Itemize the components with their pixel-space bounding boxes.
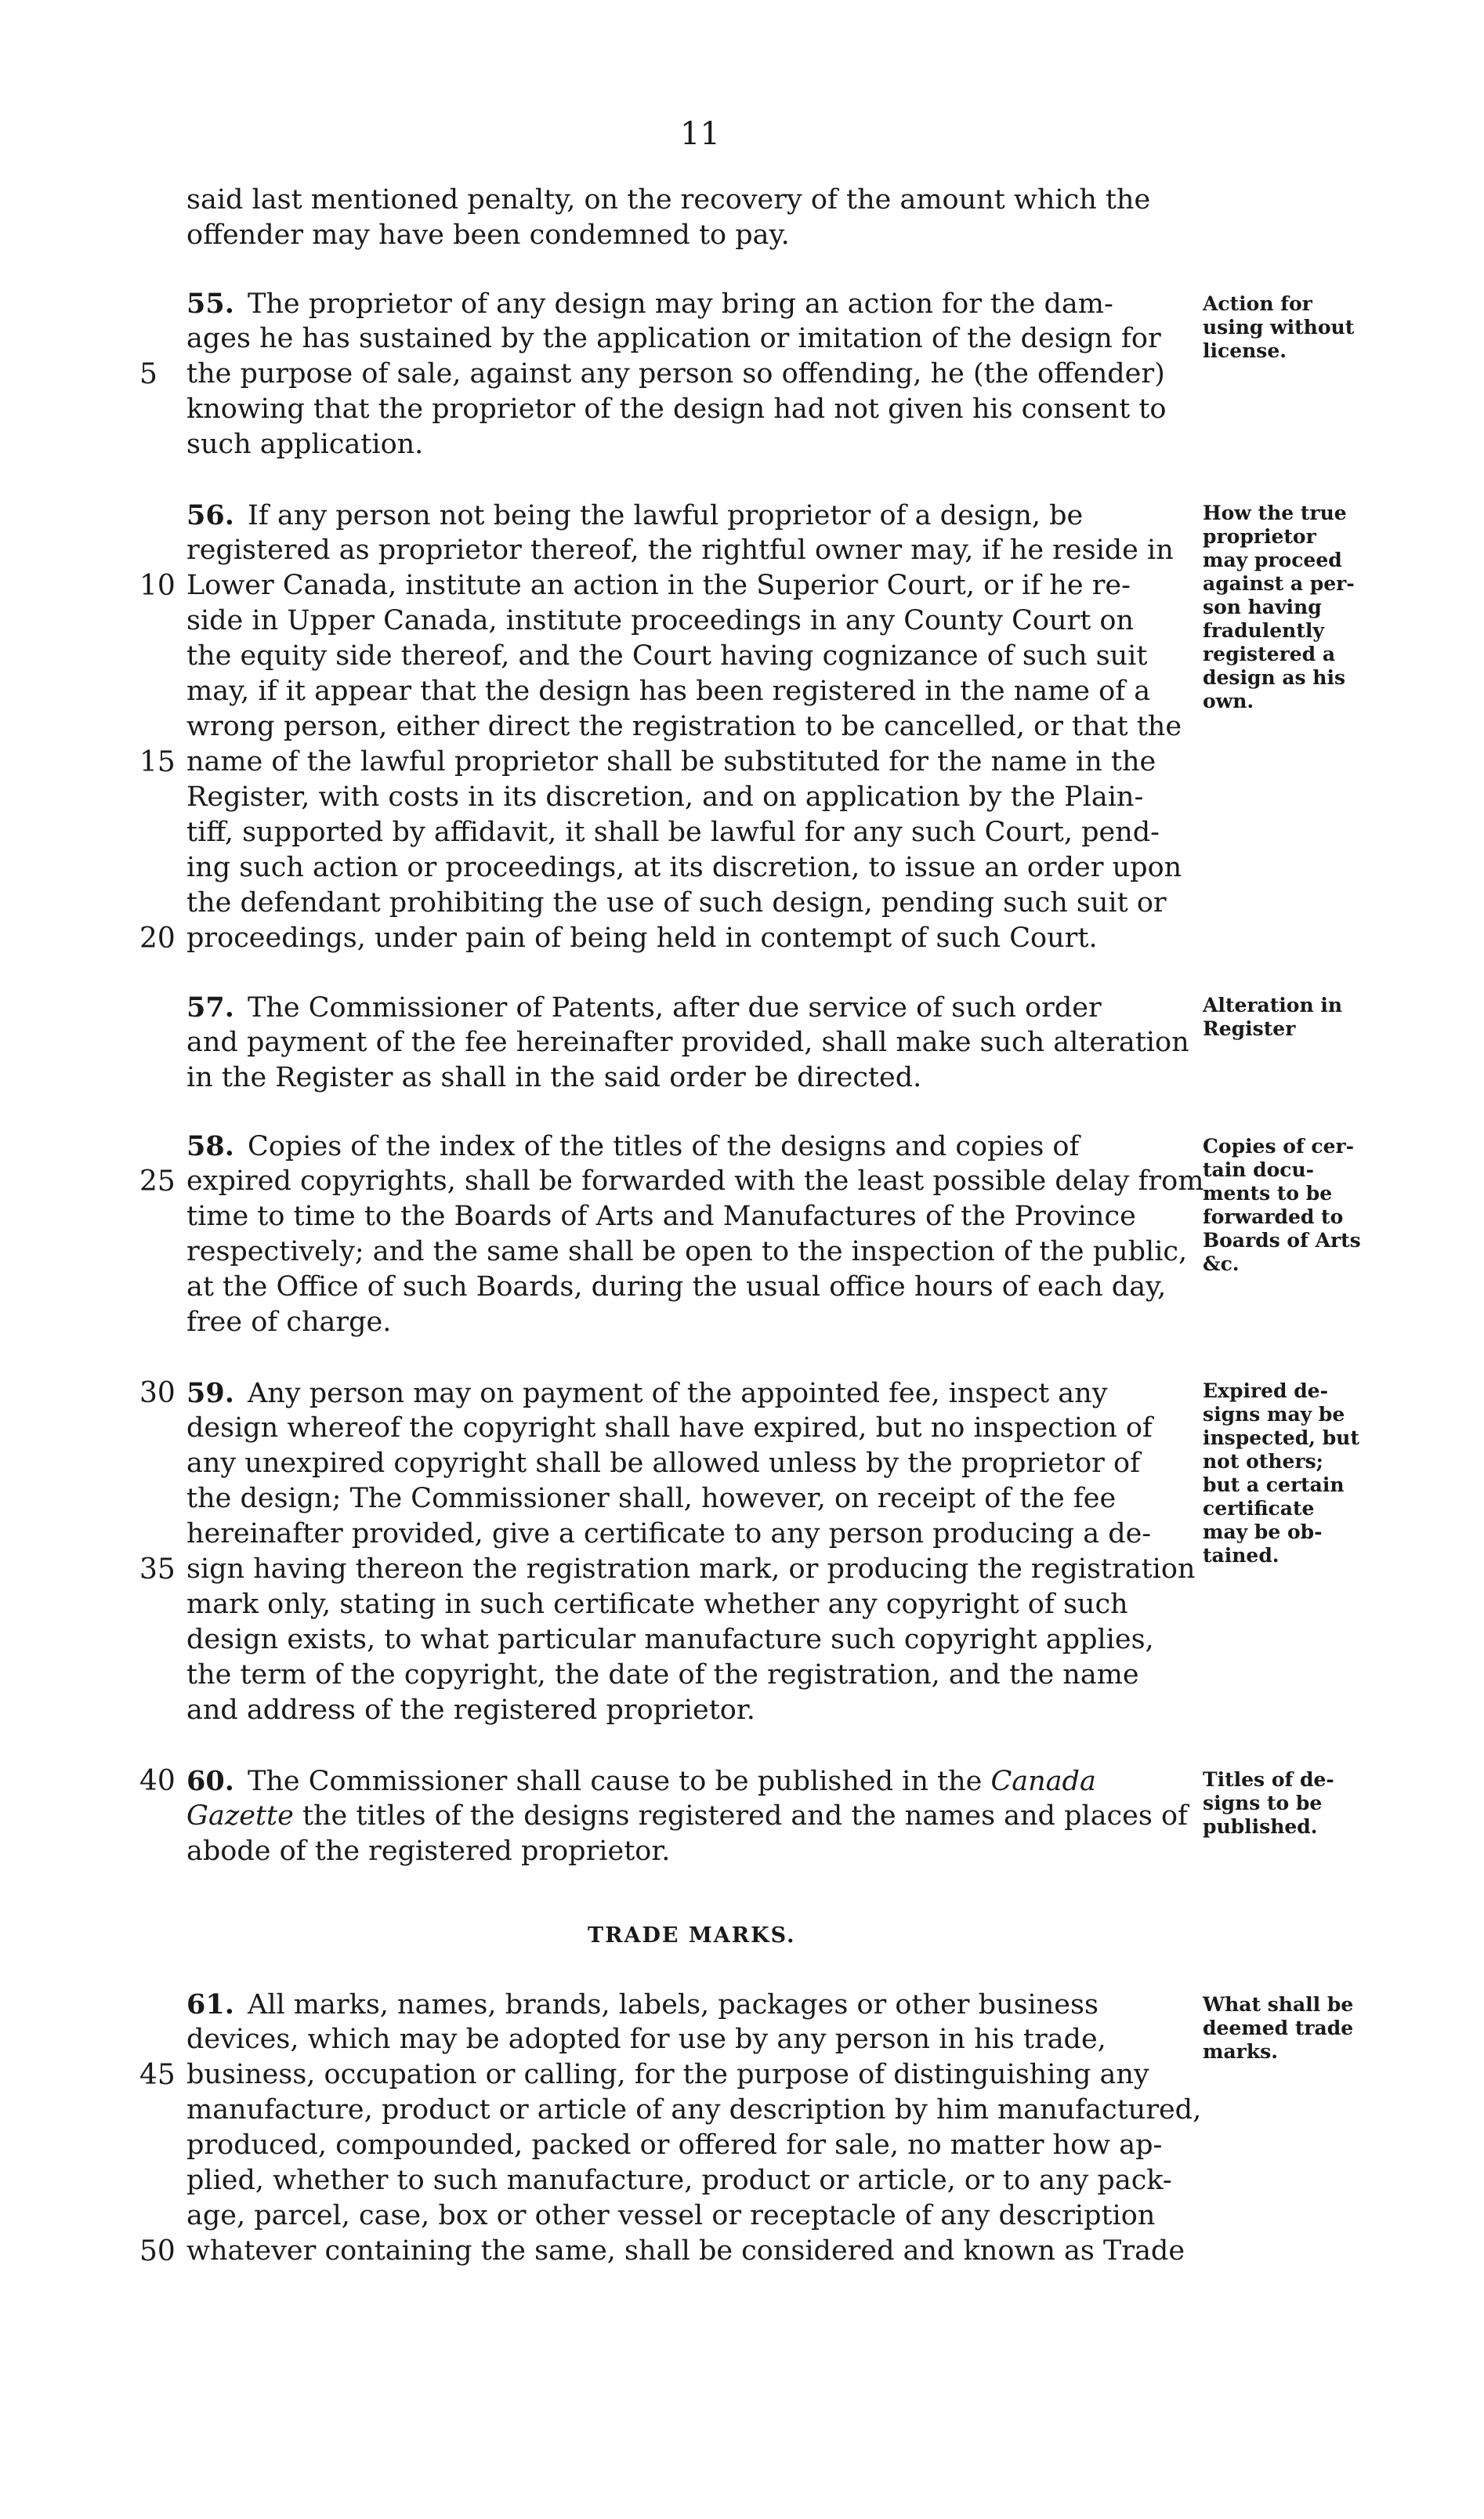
text-line: mark only, stating in such certificate whether any copyright of such <box>186 1589 1128 1620</box>
margin-note-line: deemed trade <box>1203 2017 1354 2039</box>
italic-text: Canada <box>990 1766 1096 1797</box>
text-line: registered as proprietor thereof, the rightful owner may, if he reside in <box>186 535 1174 566</box>
text-line: the term of the copyright, the date of the registration, and the name <box>186 1659 1139 1691</box>
line-number: 35 <box>139 1553 176 1586</box>
margin-note-line: Boards of Arts <box>1203 1229 1361 1252</box>
text-line: 60. The Commissioner shall cause to be published in the Canada <box>186 1765 1096 1797</box>
margin-note-line: Action for <box>1203 292 1312 315</box>
text-line: may, if it appear that the design has been registered in the name of a <box>186 676 1151 707</box>
line-number: 5 <box>139 358 157 390</box>
text-line: expired copyrights, shall be forwarded with the least possible delay from <box>186 1165 1204 1197</box>
margin-note-line: Register <box>1203 1017 1296 1040</box>
section-number: 55. <box>186 288 234 320</box>
text-line: 59. Any person may on payment of the appointed fee, inspect any <box>186 1377 1108 1409</box>
text-line: name of the lawful proprietor shall be substituted for the name in the <box>186 746 1156 777</box>
margin-note-line: proprietor <box>1203 525 1316 548</box>
margin-note-line: published. <box>1203 1815 1318 1838</box>
margin-note-line: &c. <box>1203 1252 1240 1275</box>
page-number: 11 <box>680 116 720 152</box>
text-line: design exists, to what particular manufacture such copyright applies, <box>186 1624 1154 1655</box>
margin-note-line: may be ob- <box>1203 1520 1323 1543</box>
margin-note-line: using without <box>1203 316 1355 339</box>
line-number: 45 <box>139 2059 176 2091</box>
line-number: 50 <box>139 2235 176 2267</box>
line-number: 40 <box>139 1765 176 1797</box>
text-line: abode of the registered proprietor. <box>186 1836 671 1867</box>
margin-note-line: marks. <box>1203 2040 1278 2063</box>
margin-note-line: may proceed <box>1203 549 1342 571</box>
text-line: such application. <box>186 429 424 460</box>
text-line: sign having thereon the registration mark, or producing the registration <box>186 1553 1196 1585</box>
margin-note-line: What shall be <box>1203 1993 1354 2016</box>
text-line: side in Upper Canada, institute proceedings in any County Court on <box>186 605 1135 636</box>
section-heading-trade-marks: TRADE MARKS. <box>588 1923 796 1948</box>
section-number: 57. <box>186 991 234 1024</box>
margin-note-line: against a per- <box>1203 572 1355 595</box>
text-line: offender may have been condemned to pay. <box>186 219 790 251</box>
text-line: 57. The Commissioner of Patents, after due service of such order <box>186 991 1102 1024</box>
text-line: hereinafter provided, give a certificate to any person producing a de- <box>186 1518 1152 1549</box>
text-line: manufacture, product or article of any description by him manufactured, <box>186 2094 1202 2126</box>
margin-note-line: certificate <box>1203 1497 1315 1520</box>
text-line: knowing that the proprietor of the design had not given his consent to <box>186 393 1167 425</box>
text-line: time to time to the Boards of Arts and Manufactures of the Province <box>186 1201 1136 1232</box>
text-line: design whereof the copyright shall have expired, but no inspection of <box>186 1412 1153 1444</box>
text-line: ing such action or proceedings, at its discretion, to issue an order upon <box>186 852 1182 883</box>
margin-note-line: tained. <box>1203 1544 1279 1567</box>
text-line: 56. If any person not being the lawful proprietor of a design, be <box>186 499 1084 531</box>
line-number: 10 <box>139 570 176 602</box>
text-line: tiff, supported by affidavit, it shall be lawful for any such Court, pend- <box>186 817 1160 848</box>
margin-note-line: registered a <box>1203 643 1336 665</box>
text-line: respectively; and the same shall be open to the inspection of the public, <box>186 1236 1188 1267</box>
italic-text: Gazette <box>186 1800 294 1832</box>
margin-note-line: forwarded to <box>1203 1205 1344 1228</box>
margin-note-line: license. <box>1203 339 1287 362</box>
text-line: business, occupation or calling, for the purpose of distinguishing any <box>186 2059 1149 2090</box>
text-line: Lower Canada, institute an action in the Superior Court, or if he re- <box>186 570 1131 601</box>
margin-note-line: signs may be <box>1203 1403 1345 1426</box>
margin-note-line: Titles of de- <box>1203 1768 1334 1791</box>
text-line: and address of the registered proprietor. <box>186 1694 755 1726</box>
margin-note-line: Copies of cer- <box>1203 1135 1355 1158</box>
margin-note-line: inspected, but <box>1203 1426 1359 1449</box>
margin-note-line: design as his <box>1203 666 1346 689</box>
margin-note-line: Alteration in <box>1203 994 1342 1017</box>
section-number: 60. <box>186 1765 234 1797</box>
text-line: the equity side thereof, and the Court having cognizance of such suit <box>186 640 1148 672</box>
text-line: age, parcel, case, box or other vessel or receptacle of any description <box>186 2200 1156 2231</box>
text-line: 58. Copies of the index of the titles of the designs and copies of <box>186 1130 1080 1162</box>
text-line: devices, which may be adopted for use by any person in his trade, <box>186 2024 1106 2055</box>
text-line: said last mentioned penalty, on the recovery of the amount which the <box>186 184 1151 216</box>
text-line: free of charge. <box>186 1307 392 1338</box>
text-line: and payment of the fee hereinafter provided, shall make such alteration <box>186 1027 1189 1058</box>
text-line: the defendant prohibiting the use of such design, pending such suit or <box>186 887 1167 919</box>
text-line: wrong person, either direct the registration to be cancelled, or that the <box>186 711 1182 742</box>
margin-note-line: fradulently <box>1203 619 1324 642</box>
text-line: whatever containing the same, shall be considered and known as Trade <box>186 2235 1185 2267</box>
margin-note-line: not others; <box>1203 1450 1323 1473</box>
text-line: any unexpired copyright shall be allowed unless by the proprietor of <box>186 1448 1141 1479</box>
margin-note-line: ments to be <box>1203 1182 1333 1205</box>
line-number: 15 <box>139 746 176 778</box>
section-number: 61. <box>186 1988 234 2021</box>
text-line: plied, whether to such manufacture, product or article, or to any pack- <box>186 2165 1172 2196</box>
margin-note-line: tain docu- <box>1203 1158 1315 1181</box>
section-number: 58. <box>186 1130 234 1162</box>
text-line: proceedings, under pain of being held in contempt of such Court. <box>186 922 1098 954</box>
text-line: ages he has sustained by the application or imitation of the design for <box>186 323 1161 354</box>
text-line: 55. The proprietor of any design may bring an action for the dam- <box>186 288 1113 320</box>
text-line: 61. All marks, names, brands, labels, packages or other business <box>186 1988 1099 2021</box>
text-line: at the Office of such Boards, during the usual office hours of each day, <box>186 1271 1167 1303</box>
margin-note-line: Expired de- <box>1203 1379 1328 1402</box>
text-line: produced, compounded, packed or offered for sale, no matter how ap- <box>186 2129 1163 2161</box>
text-line: Register, with costs in its discretion, and on application by the Plain- <box>186 781 1144 813</box>
line-number: 25 <box>139 1165 176 1198</box>
line-number: 20 <box>139 922 176 955</box>
margin-note-line: How the true <box>1203 502 1347 524</box>
line-number: 30 <box>139 1377 176 1409</box>
text-line: in the Register as shall in the said order be directed. <box>186 1062 922 1093</box>
margin-note-line: signs to be <box>1203 1792 1323 1814</box>
margin-note-line: own. <box>1203 690 1254 712</box>
section-number: 56. <box>186 499 234 531</box>
text-line: Gazette the titles of the designs registered and the names and places of <box>186 1800 1188 1832</box>
margin-note-line: son having <box>1203 596 1322 618</box>
section-number: 59. <box>186 1377 234 1409</box>
margin-note-line: but a certain <box>1203 1473 1345 1496</box>
text-line: the design; The Commissioner shall, however, on receipt of the fee <box>186 1483 1117 1514</box>
text-line: the purpose of sale, against any person so offending, he (the offender) <box>186 358 1165 390</box>
